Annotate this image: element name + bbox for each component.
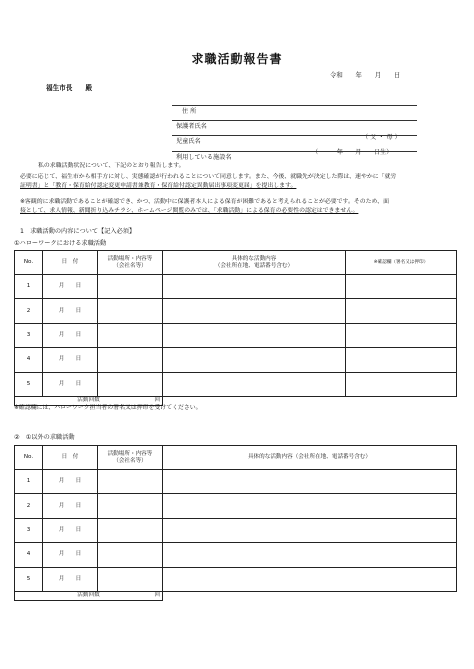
row-detail[interactable] bbox=[163, 518, 457, 542]
col-header-detail: 具体的な活動内容（会社所在地、電話番号含む） bbox=[163, 446, 457, 470]
row-place[interactable] bbox=[98, 275, 163, 299]
row-detail[interactable] bbox=[163, 299, 346, 323]
row-date[interactable]: 月 日 bbox=[43, 494, 98, 518]
row-place[interactable] bbox=[98, 543, 163, 567]
row-place[interactable] bbox=[98, 567, 163, 591]
col-header-date: 日 付 bbox=[43, 446, 98, 470]
row-place[interactable] bbox=[98, 372, 163, 396]
row-detail[interactable] bbox=[163, 323, 346, 347]
address-label: 住 所 bbox=[181, 108, 197, 115]
facility-name-label: 利用している施設名 bbox=[175, 154, 232, 161]
row-place[interactable] bbox=[98, 518, 163, 542]
table-row bbox=[15, 275, 457, 299]
row-no: 3 bbox=[15, 518, 43, 542]
table-row bbox=[15, 299, 457, 323]
row-place[interactable] bbox=[98, 348, 163, 372]
count-row-blank bbox=[163, 396, 457, 405]
address-field[interactable] bbox=[172, 95, 417, 115]
section-1-heading: 1 求職活動の内容について【記入必須】 bbox=[20, 228, 136, 235]
row-date[interactable]: 月 日 bbox=[43, 372, 98, 396]
col-header-place: 活動場所・内容等 （会社名等） bbox=[98, 251, 163, 275]
consent-line-1: 必要に応じて、福生市から相手方に対し、実態確認が行われることについて同意します。また、今後、就職先が決定した際は、速やかに「就労 bbox=[20, 174, 397, 180]
row-date[interactable]: 月 日 bbox=[43, 543, 98, 567]
table-row bbox=[15, 470, 457, 494]
row-no: 3 bbox=[15, 323, 43, 347]
activity-count-label: 活動回数 bbox=[77, 592, 100, 599]
count-row-blank bbox=[163, 591, 457, 600]
addressee: 福生市長 殿 bbox=[46, 84, 93, 92]
activity-count-unit: 回 bbox=[154, 592, 160, 599]
row-no: 1 bbox=[15, 470, 43, 494]
row-place[interactable] bbox=[98, 494, 163, 518]
col-header-detail: 具体的な活動内容 （会社所在地、電話番号含む） bbox=[163, 251, 346, 275]
guardian-name-label: 保護者氏名 bbox=[175, 123, 207, 130]
table-row bbox=[15, 323, 457, 347]
row-detail[interactable] bbox=[163, 275, 346, 299]
row-date[interactable]: 月 日 bbox=[43, 567, 98, 591]
activity-count-unit: 回 bbox=[154, 397, 160, 404]
row-confirm[interactable] bbox=[346, 348, 457, 372]
row-detail[interactable] bbox=[163, 470, 457, 494]
table-row bbox=[15, 348, 457, 372]
row-no: 5 bbox=[15, 372, 43, 396]
row-detail[interactable] bbox=[163, 543, 457, 567]
row-place[interactable] bbox=[98, 299, 163, 323]
document-title: 求職活動報告書 bbox=[191, 52, 283, 66]
row-confirm[interactable] bbox=[346, 323, 457, 347]
row-no: 4 bbox=[15, 543, 43, 567]
row-date[interactable]: 月 日 bbox=[43, 323, 98, 347]
table-row bbox=[15, 494, 457, 518]
row-date[interactable]: 月 日 bbox=[43, 348, 98, 372]
table-row bbox=[15, 567, 457, 591]
row-confirm[interactable] bbox=[346, 299, 457, 323]
col-header-place: 活動場所・内容等 （会社名等） bbox=[98, 446, 163, 470]
row-place[interactable] bbox=[98, 323, 163, 347]
row-detail[interactable] bbox=[163, 348, 346, 372]
report-statement: 私の求職活動状況について、下記のとおり報告します。 bbox=[38, 163, 185, 169]
row-date[interactable]: 月 日 bbox=[43, 275, 98, 299]
row-detail[interactable] bbox=[163, 567, 457, 591]
row-no: 4 bbox=[15, 348, 43, 372]
notice-line-2: 接として、求人情報、新聞折り込みチラシ、ホームページ閲覧のみでは、「求職活動」による保育の必要性の認定はできません。 bbox=[20, 208, 359, 214]
row-no: 1 bbox=[15, 275, 43, 299]
row-date[interactable]: 月 日 bbox=[43, 470, 98, 494]
table-header-row bbox=[15, 446, 457, 470]
guardian-name-field[interactable] bbox=[172, 110, 417, 141]
section-1-subheading: ①ハローワークにおける求職活動 bbox=[14, 240, 107, 247]
table-header-row bbox=[15, 251, 457, 275]
guardian-relation: （ 父 ・ 母 ） bbox=[362, 134, 401, 141]
table-row bbox=[15, 518, 457, 542]
section-2-heading: ② ①以外の求職活動 bbox=[14, 434, 75, 441]
activity-count-row bbox=[15, 591, 457, 600]
activity-count-field[interactable] bbox=[15, 591, 163, 600]
row-detail[interactable] bbox=[163, 494, 457, 518]
row-detail[interactable] bbox=[163, 372, 346, 396]
col-header-no: No. bbox=[15, 251, 43, 275]
row-confirm[interactable] bbox=[346, 372, 457, 396]
consent-line-2: 証明書」と「教育・保育給付認定変更申請書兼教育・保育給付認定異動届出事項変更届」を提出します。 bbox=[20, 183, 297, 189]
table-row bbox=[15, 372, 457, 396]
other-activity-table bbox=[14, 445, 457, 601]
col-header-confirm: ※確認欄（署名又は押印） bbox=[346, 251, 457, 275]
hellowork-activity-table bbox=[14, 250, 457, 406]
row-place[interactable] bbox=[98, 470, 163, 494]
confirm-note: ※確認欄には、ハローワーク担当者の署名又は押印を受けてください。 bbox=[14, 405, 202, 411]
col-header-no: No. bbox=[15, 446, 43, 470]
col-header-date: 日 付 bbox=[43, 251, 98, 275]
report-date: 令和 年 月 日 bbox=[330, 71, 401, 79]
row-date[interactable]: 月 日 bbox=[43, 299, 98, 323]
row-no: 5 bbox=[15, 567, 43, 591]
row-confirm[interactable] bbox=[346, 275, 457, 299]
child-birthdate: （ 年 月 日生） bbox=[312, 149, 393, 156]
activity-count-label: 活動回数 bbox=[77, 397, 100, 404]
row-no: 2 bbox=[15, 299, 43, 323]
row-date[interactable]: 月 日 bbox=[43, 518, 98, 542]
notice-line-1: ※客観的に求職活動であることが確認でき、かつ、活動中に保護者本人による保育が困難であると考えられることが必要です。そのため、面 bbox=[20, 199, 389, 205]
row-no: 2 bbox=[15, 494, 43, 518]
table-row bbox=[15, 543, 457, 567]
child-name-label: 児童氏名 bbox=[175, 138, 201, 145]
